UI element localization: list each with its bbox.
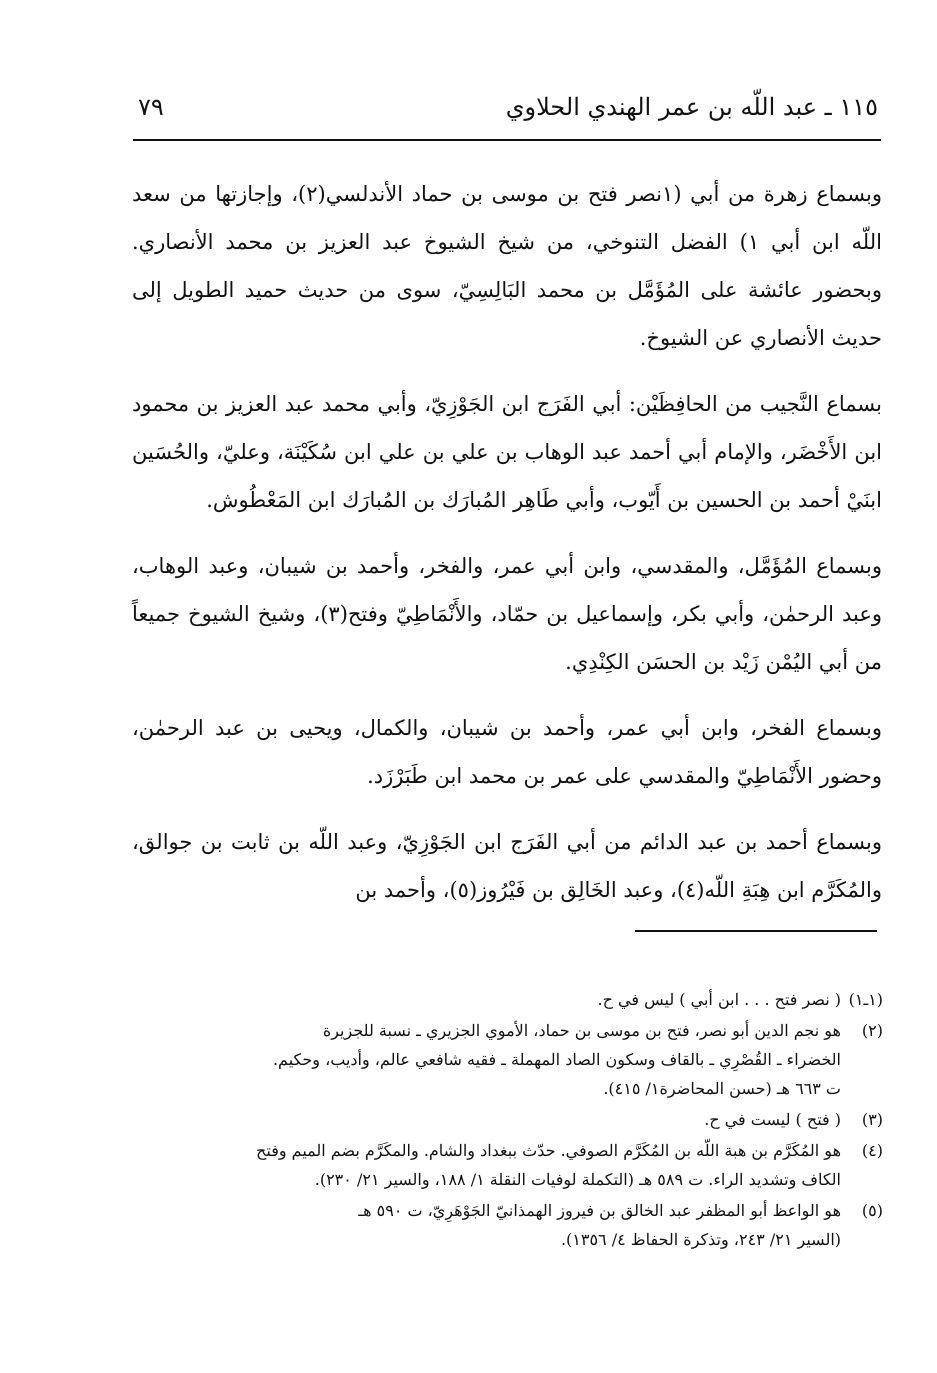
- footnote-line: هو المُكَرَّم بن هبة اللّه بن المُكَرَّم الصوفي. حدّث ببغداد والشام. والمكَرَّم بضم الميم وفتح: [256, 1141, 841, 1160]
- running-title: ١١٥ ـ عبد اللّه بن عمر الهندي الحلاوي: [505, 93, 878, 121]
- footnote-separator: [635, 930, 877, 932]
- footnote-text: [128, 985, 841, 1014]
- paragraph: بسماع النَّجيب من الحافِظَيْن: أبي الفَرَج ابن الجَوْزِيّ، وأبي محمد عبد العزيز بن محمود ابن الأَخْضَر، والإمام أبي أحمد عبد الوهاب بن علي بن علي ابن سُكَيْنَة، وعليّ، والحُسَين ابنَيْ أحمد بن الحسين بن أَيّوب، وأبي طَاهِر المُبارَك بن المُبارَك ابن المَعْطُوش.: [132, 392, 882, 512]
- footnote-line: ( فتح ) ليست في ح.: [704, 1110, 841, 1129]
- paragraph: وبسماع أحمد بن عبد الدائم من أبي الفَرَج ابن الجَوْزِيّ، وعبد اللّه بن ثابت بن جوالق، والمُكَرَّم ابن هِبَةِ اللّه(٤)، وعبد الخَالِق بن فَيْرُوز(٥)، وأحمد بن: [132, 830, 882, 902]
- footnote-text: [128, 1016, 841, 1103]
- footnote-line: الخضراء ـ القُصْرِي ـ بالقاف وسكون الصاد المهملة ـ فقيه شافعي عالم، وأديب، وحكيم.: [272, 1050, 841, 1069]
- footnote-number: (٥): [861, 1201, 883, 1220]
- footnote: [128, 1196, 883, 1254]
- footnote: [128, 985, 883, 1014]
- footnote-number: (١ـ١): [848, 990, 883, 1009]
- paragraph: وبسماع زهرة من أبي (١نصر فتح بن موسى بن حماد الأندلسي(٢)، وإجازتها من سعد اللّه ابن أبي ١) الفضل التنوخي، من شيخ الشيوخ عبد العزيز بن محمد الأنصاري. وبحضور عائشة على المُؤَمَّل بن محمد البَالِسِيّ، سوى من حديث حميد الطويل إلى حديث الأنصاري عن الشيوخ.: [132, 182, 883, 350]
- footnote: [128, 1016, 883, 1103]
- footnote-line: ( نصر فتح . . . ابن أبي ) ليس في ح.: [597, 990, 841, 1009]
- main-text: [132, 170, 882, 932]
- footnote-text: [128, 1196, 841, 1254]
- footnote-line: الكاف وتشديد الراء. ت ٥٨٩ هـ (التكملة لوفيات النقلة ١/ ١٨٨، والسير ٢١/ ٢٣٠).: [314, 1170, 841, 1189]
- header-rule: [133, 139, 881, 141]
- footnote: [128, 1136, 883, 1194]
- footnotes: [128, 985, 883, 1256]
- footnote-number: (٤): [861, 1141, 883, 1160]
- paragraph: وبسماع المُؤَمَّل، والمقدسي، وابن أبي عمر، والفخر، وأحمد بن شيبان، وعبد الوهاب، وعبد الرحمٰن، وأبي بكر، وإسماعيل بن حمّاد، والأَنْمَاطِيّ وفتح(٣)، وشيخ الشيوخ جميعاً من أبي اليُمْن زَيْد بن الحسَن الكِنْدِي.: [132, 554, 883, 674]
- footnote-line: هو الواعظ أبو المظفر عبد الخالق بن فيروز الهمذانيّ الجَوْهَرِيّ، ت ٥٩٠ هـ: [358, 1201, 841, 1220]
- footnote: [128, 1105, 883, 1134]
- page-header: [138, 85, 878, 135]
- footnote-text: [128, 1105, 841, 1134]
- page-number: ٧٩: [138, 93, 164, 121]
- footnote-line: ت ٦٦٣ هـ (حسن المحاضرة١/ ٤١٥).: [603, 1079, 841, 1098]
- paragraph: وبسماع الفخر، وابن أبي عمر، وأحمد بن شيبان، والكمال، ويحيى بن عبد الرحمٰن، وحضور الأَنْمَاطِيّ والمقدسي على عمر بن محمد ابن طَبَرْزَد.: [132, 716, 882, 788]
- footnote-number: (٢): [861, 1021, 883, 1040]
- footnote-number: (٣): [861, 1110, 883, 1129]
- footnote-text: [128, 1136, 841, 1194]
- footnote-line: هو نجم الدين أبو نصر، فتح بن موسى بن حماد، الأموي الجزيري ـ نسبة للجزيرة: [322, 1021, 841, 1040]
- footnote-line: (السير ٢١/ ٢٤٣، وتذكرة الحفاظ ٤/ ١٣٥٦).: [560, 1230, 841, 1249]
